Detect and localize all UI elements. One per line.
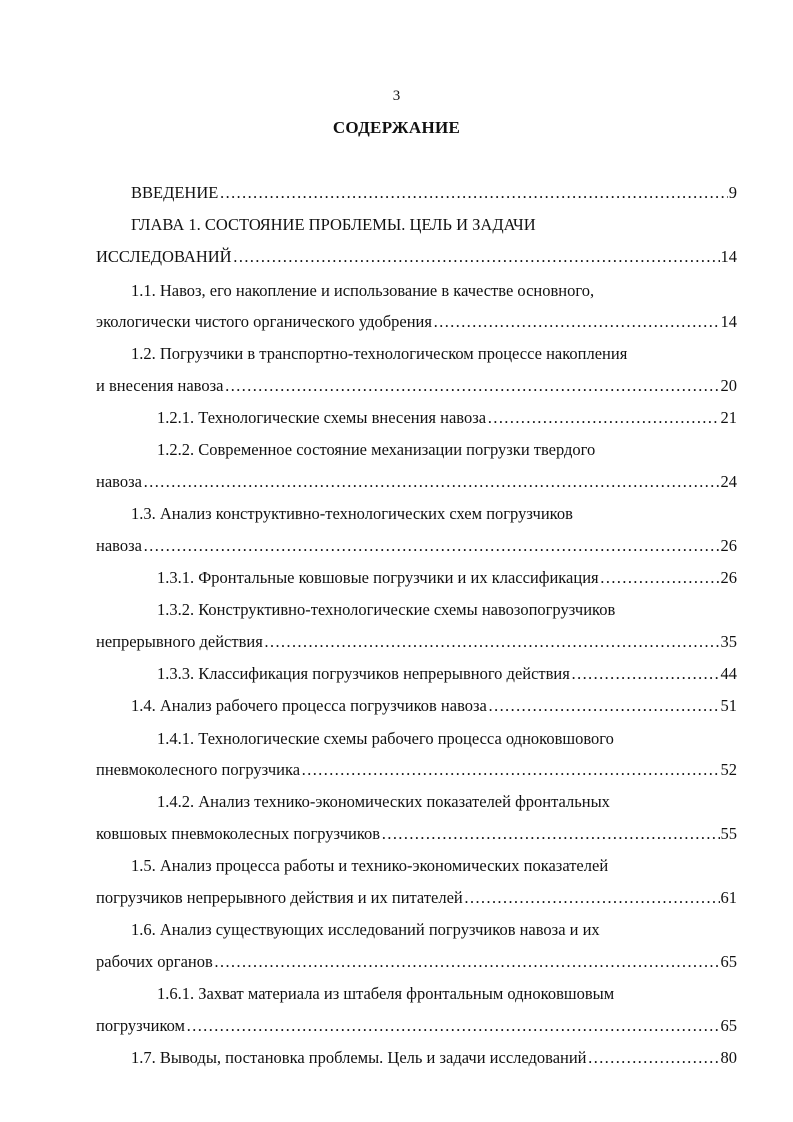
toc-leader-dots (488, 694, 720, 718)
toc-page: 14 (720, 312, 737, 331)
page-number: 3 (392, 88, 401, 104)
toc-page: 52 (720, 760, 737, 779)
toc-text: 1.5. Анализ процесса работы и технико-экономических показателей (131, 856, 609, 875)
toc-page: 55 (720, 824, 737, 843)
toc-line-1-6 (131, 918, 600, 942)
toc-leader-dots (233, 245, 720, 269)
toc-line-1-3-2-cont (96, 630, 737, 654)
toc-text: 1.6.1. Захват материала из штабеля фронтальным одноковшовым (157, 984, 615, 1003)
toc-leader-dots (433, 310, 720, 334)
toc-line-1-1-cont (96, 310, 737, 334)
toc-text: 1.4. Анализ рабочего процесса погрузчиков навоза (131, 696, 487, 715)
toc-line-1-6-1-cont (96, 1014, 737, 1038)
toc-page: 21 (720, 408, 737, 427)
toc-leader-dots (600, 566, 720, 590)
toc-text: рабочих органов (96, 952, 213, 971)
toc-line-1-1 (131, 279, 594, 303)
toc-text: 1.6. Анализ существующих исследований погрузчиков навоза и их (131, 920, 600, 939)
toc-leader-dots (264, 630, 720, 654)
toc-line-1-3-2 (157, 598, 615, 622)
toc-text: ВВЕДЕНИЕ (131, 183, 219, 202)
toc-leader-dots (588, 1046, 720, 1070)
toc-text: навоза (96, 472, 142, 491)
toc-page: 61 (720, 888, 737, 907)
toc-line-chapter1-cont (96, 245, 737, 269)
toc-text: ИССЛЕДОВАНИЙ (96, 247, 232, 266)
toc-page: 65 (720, 1016, 737, 1035)
toc-line-1-6-1 (157, 982, 614, 1006)
page-title: СОДЕРЖАНИЕ (332, 118, 461, 137)
toc-text: 1.3. Анализ конструктивно-технологических схем погрузчиков (131, 504, 573, 523)
toc-leader-dots (143, 470, 720, 494)
toc-text: пневмоколесного погрузчика (96, 760, 301, 779)
toc-leader-dots (301, 758, 719, 782)
toc-line-1-5-cont (96, 886, 737, 910)
toc-line-1-4-1-cont (96, 758, 737, 782)
toc-leader-dots (571, 662, 720, 686)
toc-page: 80 (720, 1048, 737, 1067)
toc-text: погрузчиков непрерывного действия и их питателей (96, 888, 463, 907)
toc-line-1-3-1 (157, 566, 737, 590)
toc-page: 24 (720, 472, 737, 491)
toc-page: 51 (720, 696, 737, 715)
toc-leader-dots (214, 950, 720, 974)
toc-text: непрерывного действия (96, 632, 263, 651)
toc-leader-dots (186, 1014, 719, 1038)
toc-line-1-4-2 (157, 790, 610, 814)
toc-leader-dots (381, 822, 719, 846)
toc-page: 44 (720, 664, 737, 683)
toc-page: 9 (728, 183, 737, 202)
toc-leader-dots (143, 534, 720, 558)
toc-line-1-4-2-cont (96, 822, 737, 846)
toc-text: 1.7. Выводы, постановка проблемы. Цель и задачи исследований (131, 1048, 587, 1067)
toc-text: 1.2.1. Технологические схемы внесения навоза (157, 408, 487, 427)
toc-text: 1.4.2. Анализ технико-экономических показателей фронтальных (157, 792, 610, 811)
toc-line-1-2-cont (96, 374, 737, 398)
toc-text: 1.3.1. Фронтальные ковшовые погрузчики и их классификация (157, 568, 599, 587)
toc-page: 65 (720, 952, 737, 971)
toc-leader-dots (219, 181, 727, 205)
toc-line-1-2 (131, 342, 627, 366)
toc-line-1-7 (131, 1046, 737, 1070)
toc-text: погрузчиком (96, 1016, 186, 1035)
toc-line-1-2-2 (157, 438, 595, 462)
toc-page: 20 (720, 376, 737, 395)
toc-line-1-2-2-cont (96, 470, 737, 494)
toc-page: 26 (720, 536, 737, 555)
toc-text: и внесения навоза (96, 376, 224, 395)
toc-line-1-3-cont (96, 534, 737, 558)
toc-text: 1.1. Навоз, его накопление и использование в качестве основного, (131, 281, 595, 300)
toc-text: экологически чистого органического удобрения (96, 312, 432, 331)
toc-leader-dots (224, 374, 719, 398)
toc-page: 35 (720, 632, 737, 651)
toc-text: ГЛАВА 1. СОСТОЯНИЕ ПРОБЛЕМЫ. ЦЕЛЬ И ЗАДАЧИ (131, 215, 536, 234)
toc-page: 14 (720, 247, 737, 266)
toc-text: 1.2. Погрузчики в транспортно-технологическом процессе накопления (131, 344, 628, 363)
toc-line-vvedenie (131, 181, 737, 205)
toc-leader-dots (464, 886, 720, 910)
toc-text: 1.4.1. Технологические схемы рабочего процесса одноковшового (157, 729, 614, 748)
toc-line-1-6-cont (96, 950, 737, 974)
toc-line-1-4 (131, 694, 737, 718)
toc-text: ковшовых пневмоколесных погрузчиков (96, 824, 381, 843)
toc-text: навоза (96, 536, 142, 555)
toc-text: 1.3.3. Классификация погрузчиков непрерывного действия (157, 664, 570, 683)
toc-line-1-3 (131, 502, 573, 526)
toc-line-1-4-1 (157, 727, 614, 751)
toc-text: 1.3.2. Конструктивно-технологические схемы навозопогрузчиков (157, 600, 616, 619)
toc-line-chapter1-title (131, 213, 536, 237)
toc-line-1-3-3 (157, 662, 737, 686)
toc-text: 1.2.2. Современное состояние механизации погрузки твердого (157, 440, 596, 459)
toc-page: 26 (720, 568, 737, 587)
toc-line-1-2-1 (157, 406, 737, 430)
toc-line-1-5 (131, 854, 608, 878)
toc-leader-dots (487, 406, 719, 430)
